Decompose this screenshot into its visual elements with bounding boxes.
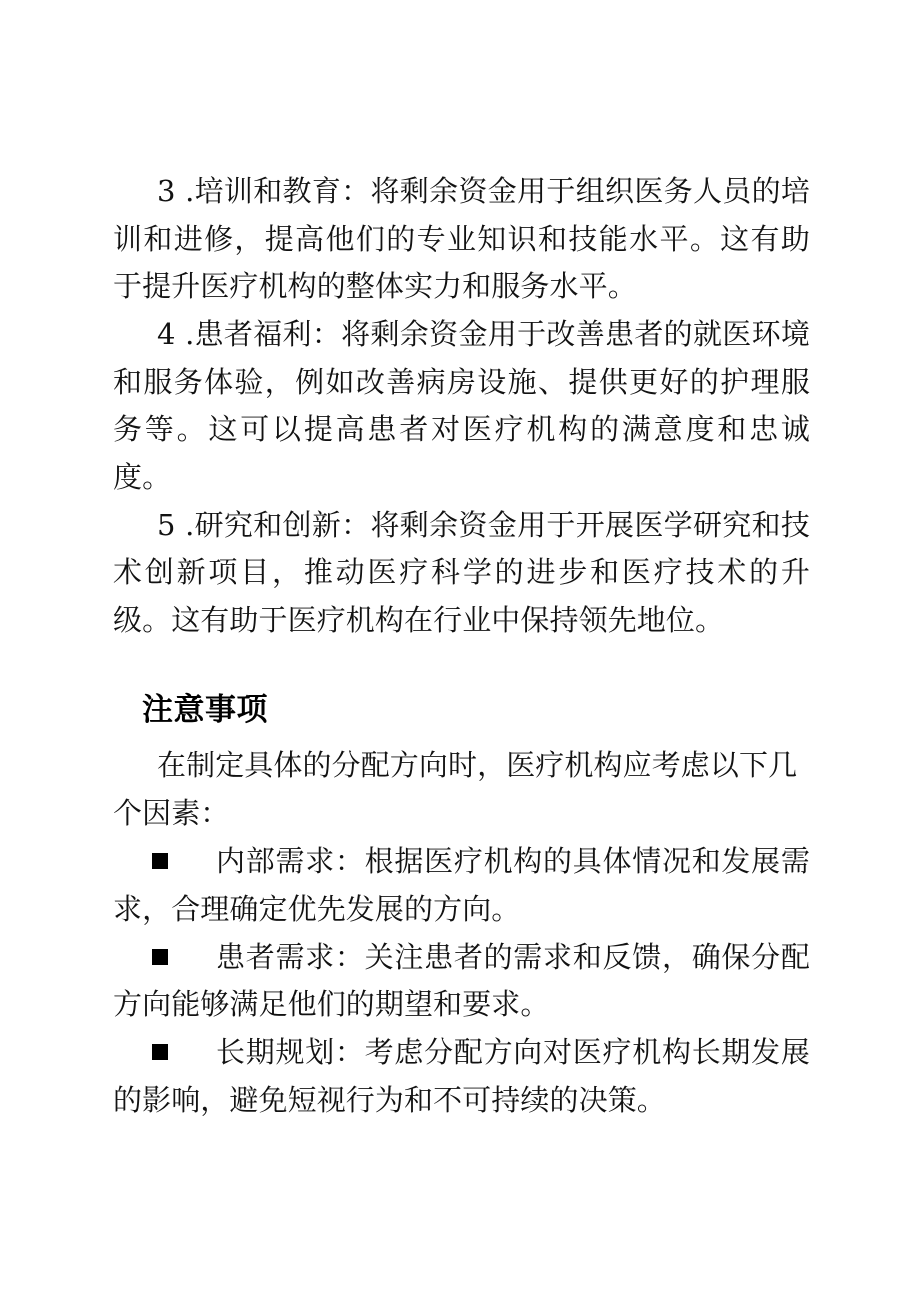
bullet-item-internal-needs	[113, 838, 810, 933]
bullet-item-text: 患者需求：关注患者的需求和反馈，确保分配方向能够满足他们的期望和要求。	[113, 939, 810, 1021]
numbered-item-3: 3 .培训和教育：将剩余资金用于组织医务人员的培训和进修，提高他们的专业知识和技能水平。这有助于提升医疗机构的整体实力和服务水平。	[113, 174, 810, 303]
section-intro-text: 在制定具体的分配方向时，医疗机构应考虑以下几个因素：	[113, 748, 798, 830]
section-heading-notes: 注意事项	[142, 692, 268, 728]
square-bullet-icon	[152, 949, 168, 965]
square-bullet-icon	[152, 1044, 168, 1060]
bullet-item-text: 长期规划：考虑分配方向对医疗机构长期发展的影响，避免短视行为和不可持续的决策。	[113, 1035, 810, 1117]
bullet-item-text: 内部需求：根据医疗机构的具体情况和发展需求，合理确定优先发展的方向。	[113, 844, 810, 926]
numbered-item-4: 4 .患者福利：将剩余资金用于改善患者的就医环境和服务体验，例如改善病房设施、提供更好的护理服务等。这可以提高患者对医疗机构的满意度和忠诚度。	[113, 317, 810, 494]
numbered-item-5: 5 .研究和创新：将剩余资金用于开展医学研究和技术创新项目，推动医疗科学的进步和医疗技术的升级。这有助于医疗机构在行业中保持领先地位。	[113, 507, 810, 637]
bullet-item-patient-needs	[113, 934, 810, 1029]
bullet-item-long-term-planning	[113, 1029, 810, 1124]
document-body	[113, 168, 810, 1125]
square-bullet-icon	[152, 853, 168, 869]
